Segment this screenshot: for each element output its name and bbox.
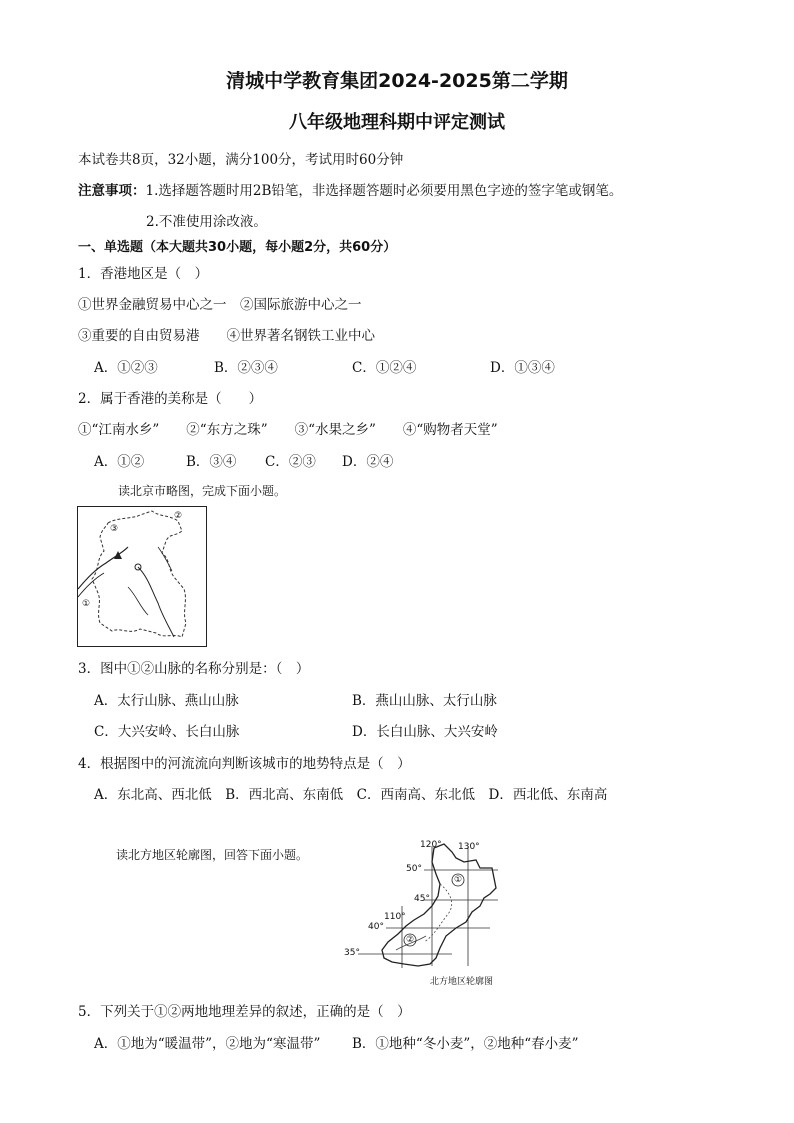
notice-item-1: 1.选择题答题时用2B铅笔，非选择题答题时必须要用黑色字迹的签字笔或钢笔。 — [145, 183, 623, 199]
q2-statement-line: ①“江南水乡” ②“东方之珠” ③“水果之乡” ④“购物者天堂” — [78, 422, 498, 438]
map2-lat-40: 40° — [368, 922, 384, 932]
map2-figure-caption: 北方地区轮廓图 — [430, 977, 494, 987]
section-heading: 一、单选题（本大题共30小题，每小题2分，共60分） — [78, 240, 397, 255]
q1-stem: 1．香港地区是（ ） — [78, 266, 209, 282]
q3-option-d[interactable]: D．长白山脉、大兴安岭 — [352, 724, 498, 740]
q3-stem: 3．图中①②山脉的名称分别是：（ ） — [78, 661, 310, 677]
q3-option-b[interactable]: B．燕山山脉、太行山脉 — [352, 693, 497, 709]
q5-option-a[interactable]: A．①地为“暖温带”，②地为“寒温带” — [94, 1036, 321, 1052]
map1-label-2: ② — [174, 511, 183, 521]
beijing-map — [77, 506, 207, 647]
q3-option-a[interactable]: A．太行山脉、燕山山脉 — [94, 693, 239, 709]
q4-options[interactable]: A．东北高、西北低 B．西北高、东南低 C．西南高、东北低 D．西北低、东南高 — [94, 787, 608, 803]
exam-subtitle: 八年级地理科期中评定测试 — [289, 112, 505, 133]
q5-stem: 5．下列关于①②两地地理差异的叙述，正确的是（ ） — [78, 1004, 411, 1020]
q2-option-b[interactable]: B．③④ — [186, 454, 237, 470]
map2-lat-50: 50° — [406, 864, 422, 874]
exam-title: 清城中学教育集团2024-2025第二学期 — [226, 70, 568, 92]
q2-option-d[interactable]: D．②④ — [342, 454, 394, 470]
map2-lon-110: 110° — [384, 912, 406, 922]
q1-option-c[interactable]: C．①②④ — [352, 360, 417, 376]
q1-statement-line-2: ③重要的自由贸易港 ④世界著名钢铁工业中心 — [78, 328, 375, 344]
map1-caption: 读北京市略图，完成下面小题。 — [118, 484, 287, 498]
notice-label: 注意事项： — [78, 183, 146, 199]
north-region-map-drawing — [340, 838, 510, 988]
q1-option-a[interactable]: A．①②③ — [94, 360, 158, 376]
map2-caption: 读北方地区轮廓图，回答下面小题。 — [116, 848, 309, 862]
notice-item-2: 2.不准使用涂改液。 — [146, 214, 267, 230]
q1-option-d[interactable]: D．①③④ — [490, 360, 555, 376]
north-region-map — [340, 838, 510, 988]
map2-region-2: ② — [406, 935, 415, 945]
q2-stem: 2．属于香港的美称是（ ） — [78, 391, 263, 407]
q1-statement-line-1: ①世界金融贸易中心之一 ②国际旅游中心之一 — [78, 297, 362, 313]
q2-option-a[interactable]: A．①② — [94, 454, 145, 470]
map2-lat-35: 35° — [344, 948, 360, 958]
q1-option-b[interactable]: B．②③④ — [214, 360, 278, 376]
map1-label-3: ③ — [110, 524, 119, 534]
map2-region-1: ① — [454, 875, 463, 885]
q4-stem: 4．根据图中的河流流向判断该城市的地势特点是（ ） — [78, 756, 411, 772]
q2-option-c[interactable]: C．②③ — [265, 454, 316, 470]
map1-label-1: ① — [82, 599, 91, 609]
notice-line-1 — [78, 179, 622, 199]
beijing-map-drawing — [78, 507, 206, 646]
map2-lat-45: 45° — [414, 894, 430, 904]
q3-option-c[interactable]: C．大兴安岭、长白山脉 — [94, 724, 240, 740]
map2-lon-120: 120° — [420, 840, 442, 850]
map2-lon-130: 130° — [458, 842, 480, 852]
q5-option-b[interactable]: B．①地种“冬小麦”，②地种“春小麦” — [352, 1036, 579, 1052]
exam-intro: 本试卷共8页，32小题，满分100分，考试用时60分钟 — [78, 152, 404, 168]
